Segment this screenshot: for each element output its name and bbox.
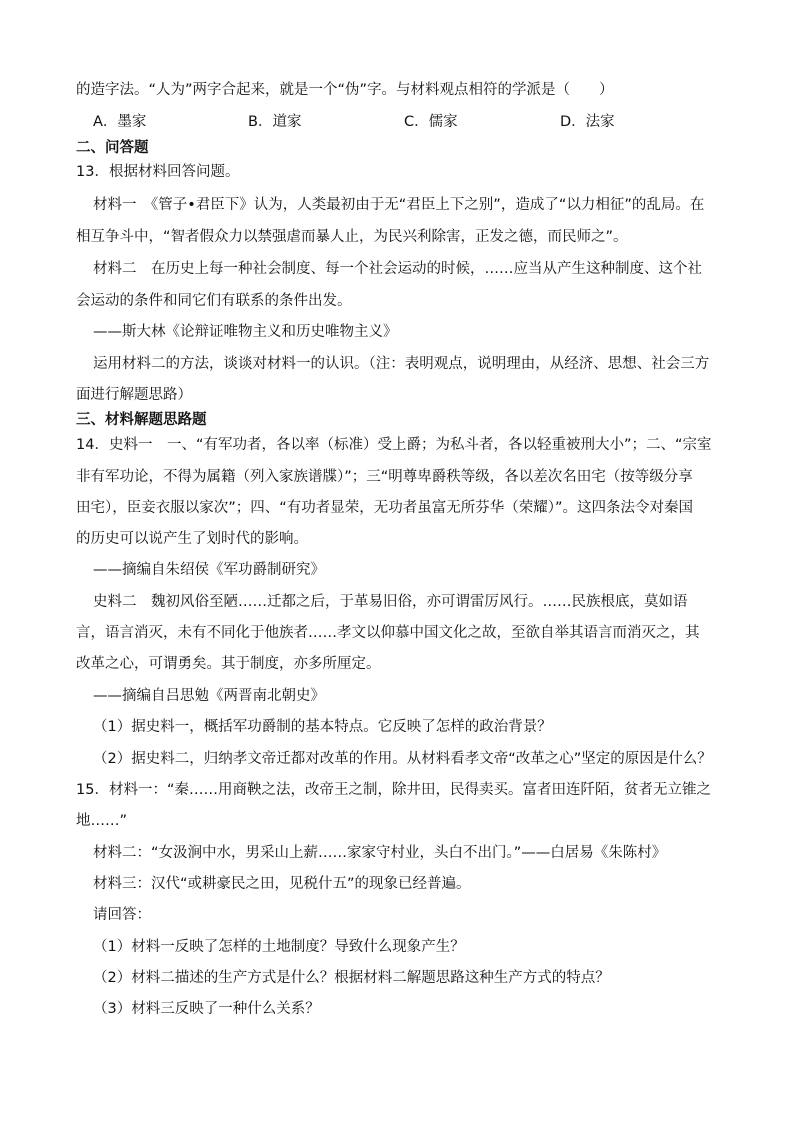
q14-line3: 田宅），臣妾衣服以家次”；四、“有功者显荣，无功者虽富无所芬华（荣耀）”。这四条法令对秦国: [76, 500, 694, 516]
q13-intro: 13．根据材料回答问题。: [76, 164, 240, 180]
q15-prompt: 请回答：: [93, 907, 151, 923]
q14-source2: ——摘编自吕思勉《两晋南北朝史》: [93, 688, 325, 704]
q14-line2: 非有军功论，不得为属籍（列入家族谱牒）”；三“明尊卑爵秩等级，各以差次名田宅（按等级分享: [76, 469, 693, 485]
q15-subquestion-2: （2）材料二描述的生产方式是什么？根据材料二解题思路这种生产方式的特点？: [93, 970, 610, 986]
q14-line4: 的历史可以说产生了划时代的影响。: [76, 531, 308, 547]
q13-material2-source: ——斯大林《论辩证唯物主义和历史唯物主义》: [93, 324, 398, 340]
q12-stem-tail: 的造字法。“人为”两字合起来，就是一个“伪”字。与材料观点相符的学派是（ ）: [76, 82, 614, 98]
option-c: C．儒家: [404, 114, 458, 130]
q14-subquestion-2: （2）据史料二，归纳孝文帝迁都对改革的作用。从材料看孝文帝“改革之心”坚定的原因是什么？: [93, 751, 712, 767]
section-3-heading: 三、材料解题思路题: [76, 412, 207, 428]
option-b: B．道家: [248, 114, 302, 130]
q14-source1: ——摘编自朱绍侯《军功爵制研究》: [93, 562, 325, 578]
q14-material2-line2: 言，语言消灭，未有不同化于他族者……孝文以仰慕中国文化之故，至欲自举其语言而消灭之，其: [76, 625, 700, 641]
q15-material3: 材料三：汉代“或耕豪民之田，见税什五”的现象已经普遍。: [93, 876, 471, 892]
option-a: A．墨家: [93, 114, 147, 130]
q15-material2: 材料二：“女汲涧中水，男采山上薪……家家守村业，头白不出门。”——白居易《朱陈村》: [93, 845, 667, 861]
q15-line2: 地……”: [76, 813, 128, 829]
q14-subquestion-1: （1）据史料一，概括军功爵制的基本特点。它反映了怎样的政治背景？: [93, 719, 552, 735]
q13-material1-line1: 材料一 《管子•君臣下》认为，人类最初由于无“君臣上下之别”，造成了“以力相征”的乱局。在: [93, 197, 705, 213]
q13-material2-line1: 材料二 在历史上每一种社会制度、每一个社会运动的时候，……应当从产生这种制度、这个社: [93, 261, 702, 277]
section-2-heading: 二、问答题: [76, 140, 149, 156]
q15-line1: 15．材料一：“秦……用商鞅之法，改帝王之制，除井田，民得卖买。富者田连阡陌，贫者无立锥之: [76, 782, 711, 798]
q14-material2-line3: 改革之心，可谓勇矣。其于制度，亦多所厘定。: [76, 656, 381, 672]
q13-material2-line2: 会运动的条件和同它们有联系的条件出发。: [76, 293, 352, 309]
q13-question-line1: 运用材料二的方法，谈谈对材料一的认识。（注：表明观点，说明理由，从经济、思想、社会三方: [93, 356, 710, 372]
q15-subquestion-3: （3）材料三反映了一种什么关系？: [93, 1001, 320, 1017]
q15-subquestion-1: （1）材料一反映了怎样的土地制度？导致什么现象产生？: [93, 939, 465, 955]
q14-material2-line1: 史料二 魏初风俗至陋……迁都之后，于革易旧俗，亦可谓雷厉风行。……民族根底，莫如语: [93, 594, 688, 610]
option-d: D．法家: [560, 114, 615, 130]
q13-material1-line2: 相互争斗中，“智者假众力以禁强虐而暴人止，为民兴利除害，正发之德，而民师之”。: [76, 229, 628, 245]
q13-question-line2: 面进行解题思路）: [76, 387, 192, 403]
q14-line1: 14．史料一 一、“有军功者，各以率（标准）受上爵；为私斗者，各以轻重被刑大小”；二、“宗室: [76, 437, 712, 453]
